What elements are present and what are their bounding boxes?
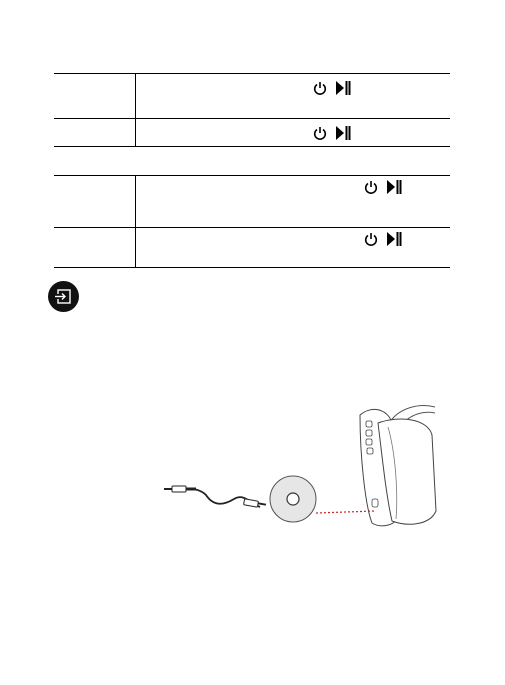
- play-pause-icon: [335, 125, 351, 141]
- row-label-cell: [54, 74, 136, 118]
- row-label-cell: [54, 228, 136, 267]
- button-sequence: [364, 231, 402, 247]
- cable-connection-illustration: [160, 395, 460, 535]
- button-sequence: [364, 179, 402, 195]
- table-2: [54, 175, 450, 268]
- table-1: [54, 73, 450, 147]
- row-description-cell: [136, 176, 450, 227]
- play-pause-icon: [386, 179, 402, 195]
- power-icon: [313, 81, 327, 96]
- table-row: [54, 119, 450, 147]
- row-description-cell: [136, 74, 450, 118]
- table-row: [54, 74, 450, 119]
- button-sequence: [313, 125, 351, 141]
- power-icon: [364, 232, 378, 247]
- input-arrow-icon: [48, 281, 79, 312]
- power-icon: [313, 126, 327, 141]
- row-description-cell: [136, 228, 450, 267]
- table-row: [54, 176, 450, 228]
- play-pause-icon: [386, 231, 402, 247]
- connector-guide: [316, 511, 376, 513]
- play-pause-icon: [335, 80, 351, 96]
- power-icon: [364, 180, 378, 195]
- row-description-cell: [136, 119, 450, 146]
- row-label-cell: [54, 176, 136, 227]
- table-row: [54, 228, 450, 268]
- row-label-cell: [54, 119, 136, 146]
- button-sequence: [313, 80, 351, 96]
